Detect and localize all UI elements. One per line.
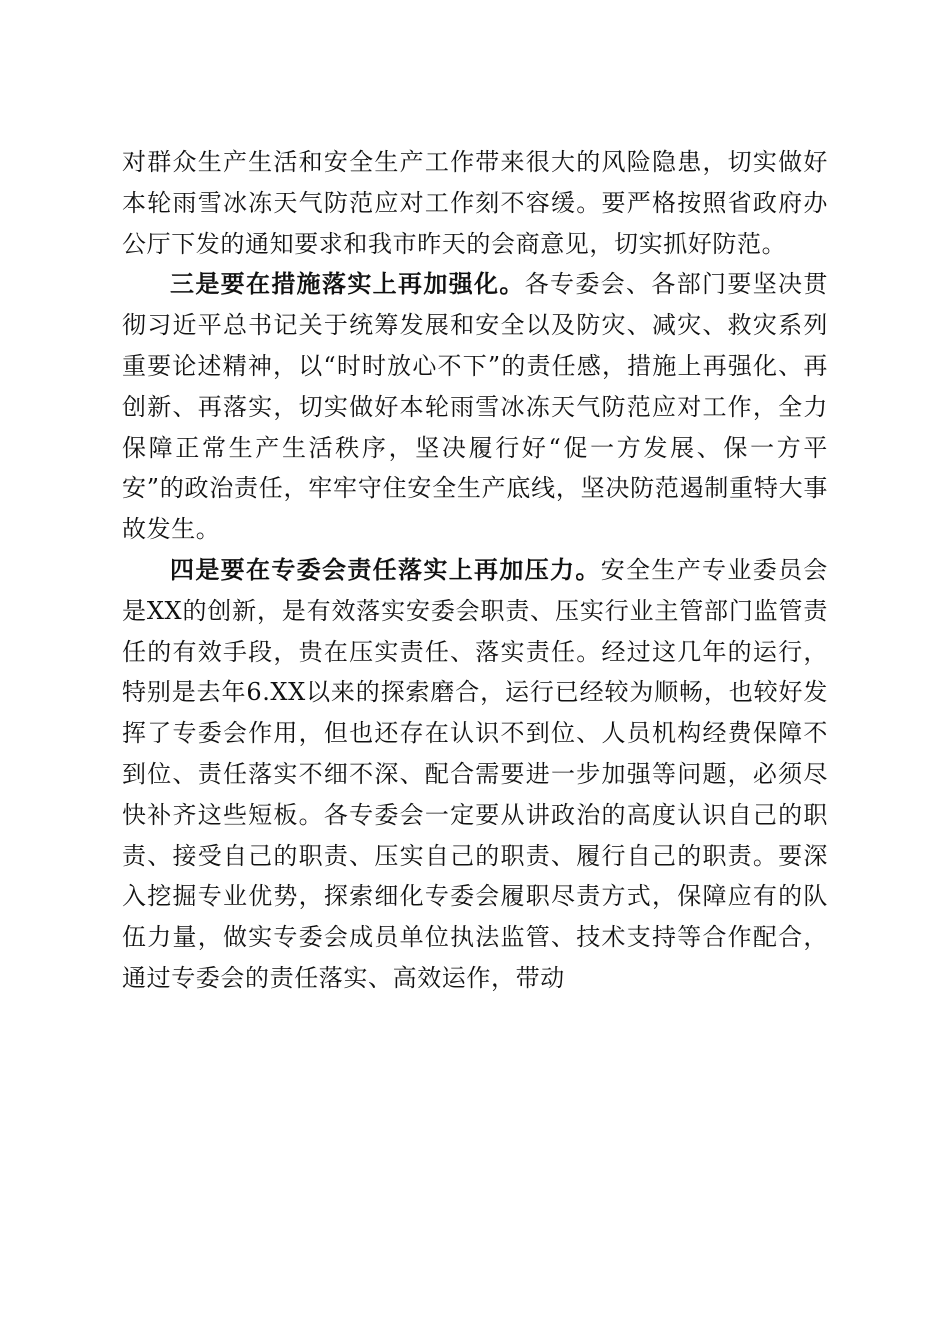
paragraph-committee-responsibility bbox=[122, 550, 828, 999]
paragraph-measures bbox=[122, 264, 828, 550]
paragraph-heading: 四是要在专委会责任落实上再加压力。 bbox=[170, 554, 601, 584]
paragraph-continuation bbox=[122, 142, 828, 264]
paragraph-text: 各专委会、各部门要坚决贯彻习近平总书记关于统筹发展和安全以及防灾、减灾、救灾系列重要论述精神，以“时时放心不下”的责任感，措施上再强化、再创新、再落实，切实做好本轮雨雪冰冻天气防范应对工作，全力保障正常生产生活秩序，坚决履行好“促一方发展、保一方平安”的政治责任，牢牢守住安全生产底线，坚决防范遏制重特大事故发生。 bbox=[122, 270, 828, 544]
paragraph-text: 安全生产专业委员会是XX的创新，是有效落实安委会职责、压实行业主管部门监管责任的有效手段，贵在压实责任、落实责任。经过这几年的运行，特别是去年6.XX以来的探索磨合，运行已经较为顺畅，也较好发挥了专委会作用，但也还存在认识不到位、人员机构经费保障不到位、责任落实不细不深、配合需要进一步加强等问题，必须尽快补齐这些短板。各专委会一定要从讲政治的高度认识自己的职责、接受自己的职责、压实自己的职责、履行自己的职责。要深入挖掘专业优势，探索细化专委会履职尽责方式，保障应有的队伍力量，做实专委会成员单位执法监管、技术支持等合作配合，通过专委会的责任落实、高效运作，带动 bbox=[122, 555, 829, 992]
paragraph-heading: 三是要在措施落实上再加强化。 bbox=[170, 269, 525, 299]
document-body bbox=[122, 142, 828, 999]
paragraph-text: 对群众生产生活和安全生产工作带来很大的风险隐患，切实做好本轮雨雪冰冻天气防范应对工作刻不容缓。要严格按照省政府办公厅下发的通知要求和我市昨天的会商意见，切实抓好防范。 bbox=[122, 148, 828, 258]
